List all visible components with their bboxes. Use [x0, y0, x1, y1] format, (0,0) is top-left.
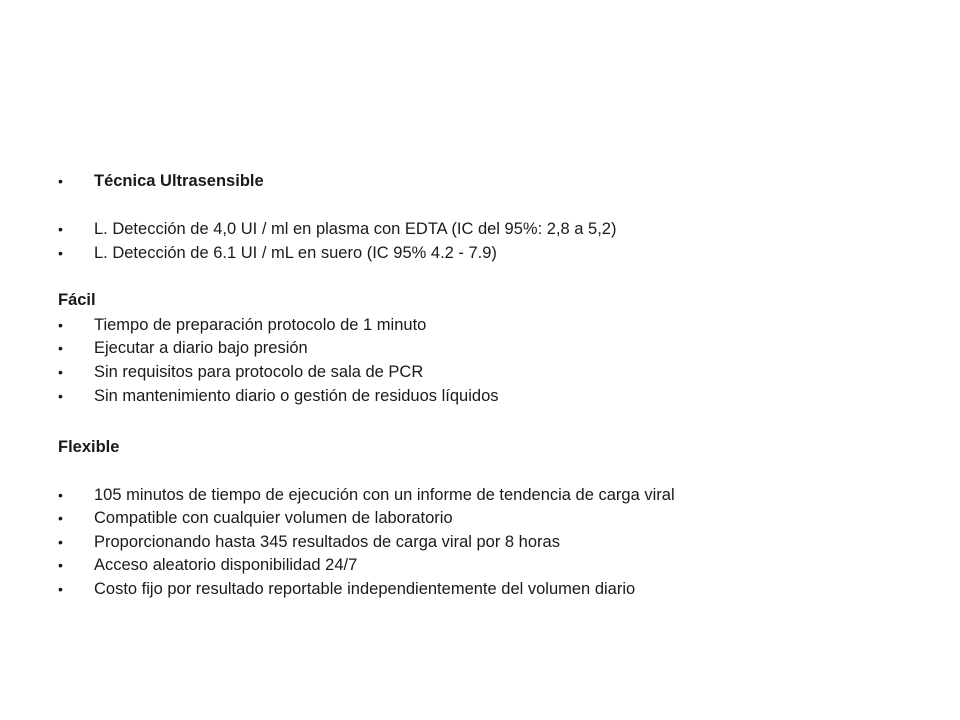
list-item-text: L. Detección de 4,0 UI / ml en plasma con EDTA (IC del 95%: 2,8 a 5,2) [94, 220, 617, 238]
list-item [58, 579, 635, 599]
list-item [58, 315, 426, 335]
list-item [58, 243, 497, 263]
bullet: • [58, 221, 63, 237]
bullet: • [58, 534, 63, 550]
list-item-text: Costo fijo por resultado reportable independientemente del volumen diario [94, 580, 636, 598]
bullet: • [58, 173, 63, 189]
bullet: • [58, 364, 63, 380]
list-item-text: Acceso aleatorio disponibilidad 24/7 [94, 556, 358, 574]
bullet: • [58, 487, 63, 503]
list-item-text: Proporcionando hasta 345 resultados de carga viral por 8 horas [94, 533, 560, 551]
bullet: • [58, 317, 63, 333]
list-item [58, 362, 423, 382]
bullet: • [58, 340, 63, 356]
list-item [58, 338, 308, 358]
heading-tecnica-text: Técnica Ultrasensible [94, 172, 264, 190]
bullet: • [58, 557, 63, 573]
bullet: • [58, 510, 63, 526]
heading-tecnica [58, 171, 264, 191]
bullet: • [58, 581, 63, 597]
bullet: • [58, 245, 63, 261]
heading-facil: Fácil [58, 291, 96, 309]
list-item-text: Sin mantenimiento diario o gestión de residuos líquidos [94, 387, 499, 405]
list-item [58, 555, 357, 575]
list-item [58, 508, 453, 528]
list-item [58, 386, 499, 406]
list-item-text: Ejecutar a diario bajo presión [94, 339, 308, 357]
list-item-text: Compatible con cualquier volumen de laboratorio [94, 509, 453, 527]
list-item-text: Tiempo de preparación protocolo de 1 minuto [94, 316, 427, 334]
list-item [58, 219, 616, 239]
list-item [58, 485, 675, 505]
list-item-text: L. Detección de 6.1 UI / mL en suero (IC 95% 4.2 - 7.9) [94, 244, 497, 262]
heading-flexible: Flexible [58, 438, 120, 456]
list-item-text: Sin requisitos para protocolo de sala de PCR [94, 363, 424, 381]
list-item [58, 532, 560, 552]
list-item-text: 105 minutos de tiempo de ejecución con un informe de tendencia de carga viral [94, 486, 675, 504]
bullet: • [58, 388, 63, 404]
